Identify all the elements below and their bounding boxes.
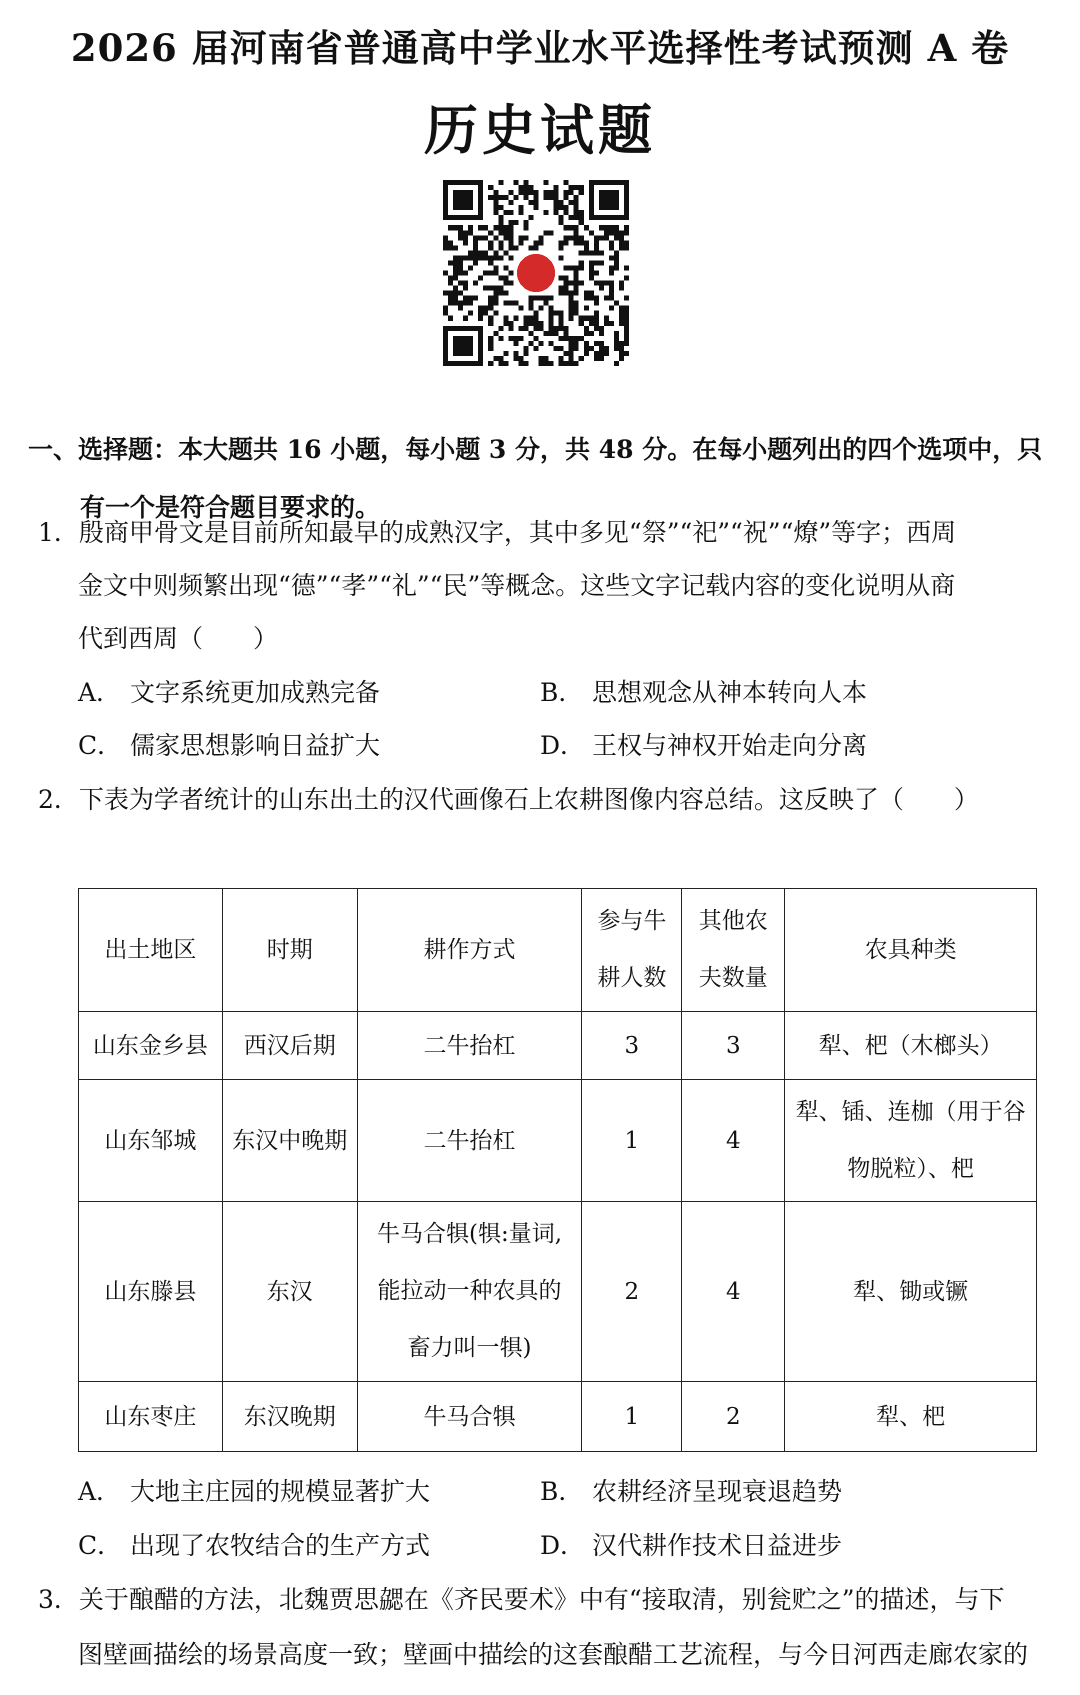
- qr-code-icon[interactable]: [443, 180, 629, 366]
- cell-oxen: 3: [582, 1012, 682, 1080]
- q1-option-a[interactable]: A． 文字系统更加成熟完备: [78, 678, 381, 707]
- cell-method: 牛马合犋: [357, 1382, 582, 1452]
- q1-line-1: 1．殷商甲骨文是目前所知最早的成熟汉字，其中多见“祭”“祀”“祝”“燎”等字；西周: [38, 518, 957, 547]
- cell-region: 山东滕县: [79, 1202, 223, 1382]
- table-header-row: [79, 889, 1037, 1012]
- cell-others: 4: [682, 1080, 785, 1202]
- q1-line-3: 代到西周（ ）: [78, 624, 279, 653]
- cell-oxen: 1: [582, 1382, 682, 1452]
- cell-oxen: 2: [582, 1202, 682, 1382]
- cell-method: 二牛抬杠: [357, 1012, 582, 1080]
- header-region: 出土地区: [79, 889, 223, 1012]
- q2-option-a[interactable]: A． 大地主庄园的规模显著扩大: [78, 1477, 431, 1506]
- cell-period: 东汉晚期: [222, 1382, 357, 1452]
- farming-image-table: [78, 888, 1037, 1452]
- cell-tools: 犁、杷: [785, 1382, 1037, 1452]
- cell-method: 二牛抬杠: [357, 1080, 582, 1202]
- cell-region: 山东金乡县: [79, 1012, 223, 1080]
- header-other-farmers: 其他农 夫数量: [682, 889, 785, 1012]
- cell-tools: 犁、锄或镢: [785, 1202, 1037, 1382]
- exam-title: 2026 届河南省普通高中学业水平选择性考试预测 A 卷: [70, 26, 1010, 70]
- cell-others: 2: [682, 1382, 785, 1452]
- q2-option-c[interactable]: C． 出现了农牧结合的生产方式: [78, 1531, 431, 1560]
- cell-region: 山东邹城: [79, 1080, 223, 1202]
- header-tools: 农具种类: [785, 889, 1037, 1012]
- cell-region: 山东枣庄: [79, 1382, 223, 1452]
- cell-period: 西汉后期: [222, 1012, 357, 1080]
- section-line-2: 有一个是符合题目要求的。: [80, 493, 381, 522]
- q2-option-b[interactable]: B． 农耕经济呈现衰退趋势: [540, 1477, 843, 1506]
- subject-title: 历史试题: [424, 98, 656, 162]
- qr-logo-seal-icon: [517, 254, 555, 292]
- q1-line-2: 金文中则频繁出现“德”“孝”“礼”“民”等概念。这些文字记载内容的变化说明从商: [78, 571, 956, 600]
- q2-line-1: 2．下表为学者统计的山东出土的汉代画像石上农耕图像内容总结。这反映了（ ）: [38, 785, 979, 814]
- cell-period: 东汉: [222, 1202, 357, 1382]
- table-row: [79, 1382, 1037, 1452]
- table-row: [79, 1202, 1037, 1382]
- q1-option-d[interactable]: D． 王权与神权开始走向分离: [540, 731, 868, 760]
- cell-others: 4: [682, 1202, 785, 1382]
- cell-method: 牛马合犋(犋:量词, 能拉动一种农具的 畜力叫一犋): [357, 1202, 582, 1382]
- cell-others: 3: [682, 1012, 785, 1080]
- header-oxen-plowers: 参与牛 耕人数: [582, 889, 682, 1012]
- cell-oxen: 1: [582, 1080, 682, 1202]
- section-line-1: 一、选择题：本大题共 16 小题，每小题 3 分，共 48 分。在每小题列出的四个选项中，只: [28, 435, 1043, 464]
- q3-line-2: 图壁画描绘的场景高度一致；壁画中描绘的这套酿醋工艺流程，与今日河西走廊农家的: [78, 1640, 1029, 1669]
- section-instructions: [28, 430, 1058, 522]
- q1-option-c[interactable]: C． 儒家思想影响日益扩大: [78, 731, 381, 760]
- table-row: [79, 1080, 1037, 1202]
- header-method: 耕作方式: [357, 889, 582, 1012]
- cell-period: 东汉中晚期: [222, 1080, 357, 1202]
- q2-option-d[interactable]: D． 汉代耕作技术日益进步: [540, 1531, 843, 1560]
- header-period: 时期: [222, 889, 357, 1012]
- q1-option-b[interactable]: B． 思想观念从神本转向人本: [540, 678, 868, 707]
- cell-tools: 犁、杷（木榔头）: [785, 1012, 1037, 1080]
- cell-tools: 犁、锸、连枷（用于谷 物脱粒）、杷: [785, 1080, 1037, 1202]
- q3-line-1: 3．关于酿醋的方法，北魏贾思勰在《齐民要术》中有“接取清，别瓮贮之”的描述，与下: [38, 1585, 1005, 1614]
- table-row: [79, 1012, 1037, 1080]
